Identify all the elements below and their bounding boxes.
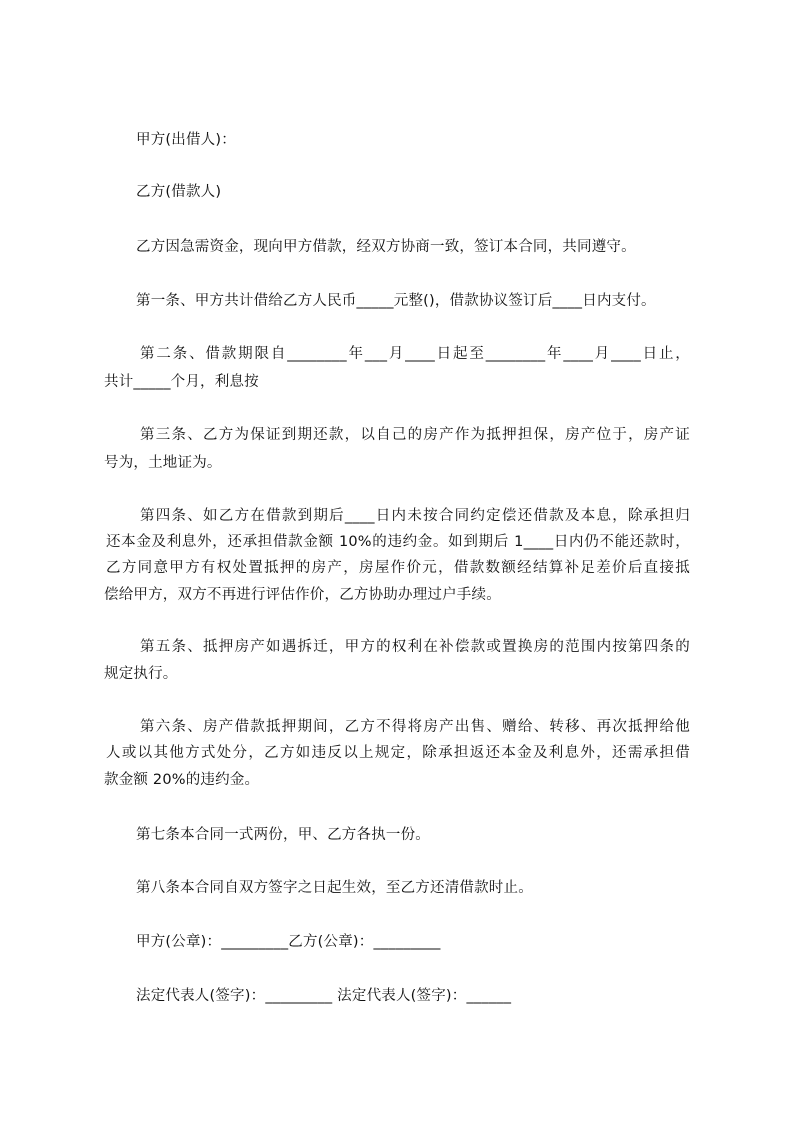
intro-paragraph: 乙方因急需资金，现向甲方借款，经双方协商一致，签订本合同，共同遵守。 [136,239,636,255]
article-6-line-3: 款金额 20%的违约金。 [104,772,260,788]
article-7: 第七条本合同一式两份，甲、乙方各执一份。 [136,827,430,843]
article-1: 第一条、甲方共计借给乙方人民币_____元整()，借款协议签订后____日内支付。 [136,293,656,309]
article-5-line-1: 第五条、抵押房产如遇拆迁，甲方的权利在补偿款或置换房的范围内按第四条的 [140,639,690,655]
party-b-label: 乙方(借款人) [136,184,222,200]
article-3-line-2: 号为，土地证为。 [104,455,222,471]
article-2-line-2: 共计_____个月，利息按 [104,374,259,390]
article-5-line-2: 规定执行。 [104,666,178,682]
article-4-line-1: 第四条、如乙方在借款到期后____日内未按合同约定偿还借款及本息，除承担归 [140,508,690,524]
article-6-line-2: 人或以其他方式处分，乙方如违反以上规定，除承担返还本金及利息外，还需承担借 [106,745,690,761]
article-4-line-2: 还本金及利息外，还承担借款金额 10%的违约金。如到期后 1____日内仍不能还款时， [106,534,690,550]
article-4-line-3: 乙方同意甲方有权处置抵押的房产，房屋作价元，借款数额经结算补足差价后直接抵 [106,560,690,576]
article-4-line-4: 偿给甲方，双方不再进行评估作价，乙方协助办理过户手续。 [104,587,501,603]
article-8: 第八条本合同自双方签字之日起生效，至乙方还清借款时止。 [136,880,533,896]
seal-line: 甲方(公章)：_________乙方(公章)：_________ [136,934,441,950]
article-6-line-1: 第六条、房产借款抵押期间，乙方不得将房产出售、赠给、转移、再次抵押给他 [140,719,690,735]
party-a-label: 甲方(出借人)： [136,132,236,148]
article-2-line-1: 第二条、借款期限自________年___月____日起至________年____月____日止， [140,346,690,362]
signature-line: 法定代表人(签字)：_________ 法定代表人(签字)：______ [136,988,512,1004]
article-3-line-1: 第三条、乙方为保证到期还款，以自己的房产作为抵押担保，房产位于，房产证 [140,427,690,443]
